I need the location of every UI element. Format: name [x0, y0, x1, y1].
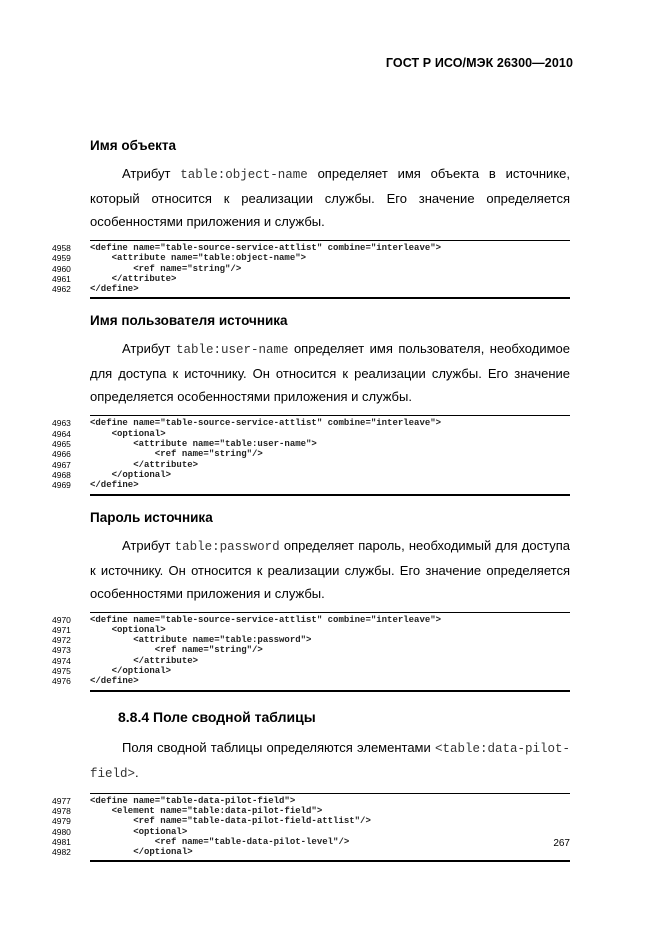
element-code: <table:data-pilot-field>	[90, 741, 570, 781]
code-text: </attribute>	[90, 459, 199, 470]
line-number: 4972	[52, 635, 71, 646]
code-text: <define name="table-source-service-attlist" combine="interleave">	[90, 614, 442, 625]
code-line	[52, 795, 570, 806]
para-text-before: Атрибут	[122, 166, 181, 181]
line-number: 4980	[52, 826, 71, 837]
paragraph-object-name	[90, 162, 570, 233]
para-text-after: .	[135, 764, 139, 780]
code-text: <attribute name="table:user-name">	[90, 439, 317, 450]
code-line	[52, 253, 570, 264]
line-number: 4960	[52, 263, 71, 274]
code-line	[52, 459, 570, 470]
code-line	[52, 284, 570, 295]
code-text: </optional>	[90, 469, 172, 480]
para-text-before: Поля сводной таблицы определяются элементами	[122, 739, 435, 755]
code-text: </attribute>	[90, 655, 199, 666]
line-number: 4979	[52, 816, 71, 827]
code-block	[52, 415, 570, 495]
paragraph-password	[90, 534, 570, 605]
code-text: <attribute name="table:object-name">	[90, 253, 307, 264]
code-line	[52, 273, 570, 284]
code-line	[52, 449, 570, 460]
code-text: <ref name="string"/>	[90, 263, 242, 274]
code-text: </optional>	[90, 666, 172, 677]
code-text: <element name="table:data-pilot-field">	[90, 805, 323, 816]
code-text: <optional>	[90, 826, 188, 837]
line-number: 4964	[52, 428, 71, 439]
code-text: </optional>	[90, 847, 193, 858]
code-text: <optional>	[90, 624, 166, 635]
para-text-after: определяет имя пользователя, необходимое для доступа к источнику. Он относится к реализации службы. Его значение определяется особенностями приложения и службы.	[90, 341, 570, 405]
code-block	[52, 612, 570, 692]
code-line	[52, 439, 570, 450]
heading-object-name: Имя объекта	[90, 138, 176, 153]
line-number: 4966	[52, 449, 71, 460]
code-line	[52, 243, 570, 253]
line-number: 4963	[52, 418, 71, 429]
line-number: 4968	[52, 469, 71, 480]
code-text: <define name="table-source-service-attlist" combine="interleave">	[90, 243, 442, 253]
code-text: <define name="table-source-service-attlist" combine="interleave">	[90, 418, 442, 429]
line-number: 4961	[52, 273, 71, 284]
line-number: 4971	[52, 624, 71, 635]
code-line	[52, 624, 570, 635]
para-text-after: определяет пароль, необходимый для доступа к источнику. Он относится к реализации службы. Его значение определяется особенностями приложения и службы.	[90, 537, 570, 601]
code-line	[52, 816, 570, 827]
para-text-before: Атрибут	[122, 537, 175, 553]
code-line	[52, 480, 570, 491]
code-text: <ref name="table-data-pilot-level"/>	[90, 836, 350, 847]
line-number: 4965	[52, 439, 71, 450]
paragraph-user-name	[90, 337, 570, 408]
code-line	[52, 676, 570, 687]
code-text: <ref name="string"/>	[90, 645, 263, 656]
line-number: 4970	[52, 614, 71, 625]
code-line	[52, 263, 570, 274]
code-line	[52, 847, 570, 858]
code-line	[52, 428, 570, 439]
code-line	[52, 418, 570, 429]
paragraph-pilot-field	[90, 736, 570, 786]
line-number: 4959	[52, 253, 71, 264]
code-block	[52, 793, 570, 863]
line-number: 4962	[52, 284, 71, 295]
para-text-before: Атрибут	[122, 341, 176, 357]
attribute-code: table:password	[174, 539, 280, 554]
code-line	[52, 836, 570, 847]
page-number: 267	[553, 838, 570, 849]
code-text: <attribute name="table:password">	[90, 635, 312, 646]
heading-user-name: Имя пользователя источника	[90, 313, 288, 329]
line-number: 4974	[52, 655, 71, 666]
code-text: </define>	[90, 284, 139, 295]
code-line	[52, 826, 570, 837]
code-text: </attribute>	[90, 273, 177, 284]
code-line	[52, 666, 570, 677]
line-number: 4975	[52, 666, 71, 677]
standard-header: ГОСТ Р ИСО/МЭК 26300—2010	[385, 56, 573, 70]
line-number: 4976	[52, 676, 71, 687]
line-number: 4969	[52, 480, 71, 491]
line-number: 4978	[52, 805, 71, 816]
line-number: 4982	[52, 847, 71, 858]
attribute-code: table:object-name	[180, 168, 308, 182]
code-text: </define>	[90, 676, 139, 687]
code-line	[52, 614, 570, 625]
code-text: <optional>	[90, 428, 166, 439]
attribute-code: table:user-name	[175, 343, 289, 358]
line-number: 4958	[52, 243, 71, 253]
code-line	[52, 469, 570, 480]
code-text: <ref name="string"/>	[90, 449, 263, 460]
heading-pilot-field: 8.8.4 Поле сводной таблицы	[118, 708, 316, 725]
page-content	[52, 138, 570, 862]
code-line	[52, 655, 570, 666]
line-number: 4967	[52, 459, 71, 470]
code-line	[52, 635, 570, 646]
code-block	[52, 240, 570, 299]
code-text: <define name="table-data-pilot-field">	[90, 795, 296, 806]
code-text: <ref name="table-data-pilot-field-attlist"/>	[90, 816, 371, 827]
heading-password: Пароль источника	[90, 509, 213, 525]
code-line	[52, 645, 570, 656]
code-line	[52, 805, 570, 816]
line-number: 4981	[52, 836, 71, 847]
line-number: 4977	[52, 795, 71, 806]
line-number: 4973	[52, 645, 71, 656]
code-text: </define>	[90, 480, 139, 491]
para-text-after: определяет имя объекта в источнике, который относится к реализации службы. Его значение определяется особенностями приложения и службы.	[90, 166, 570, 229]
